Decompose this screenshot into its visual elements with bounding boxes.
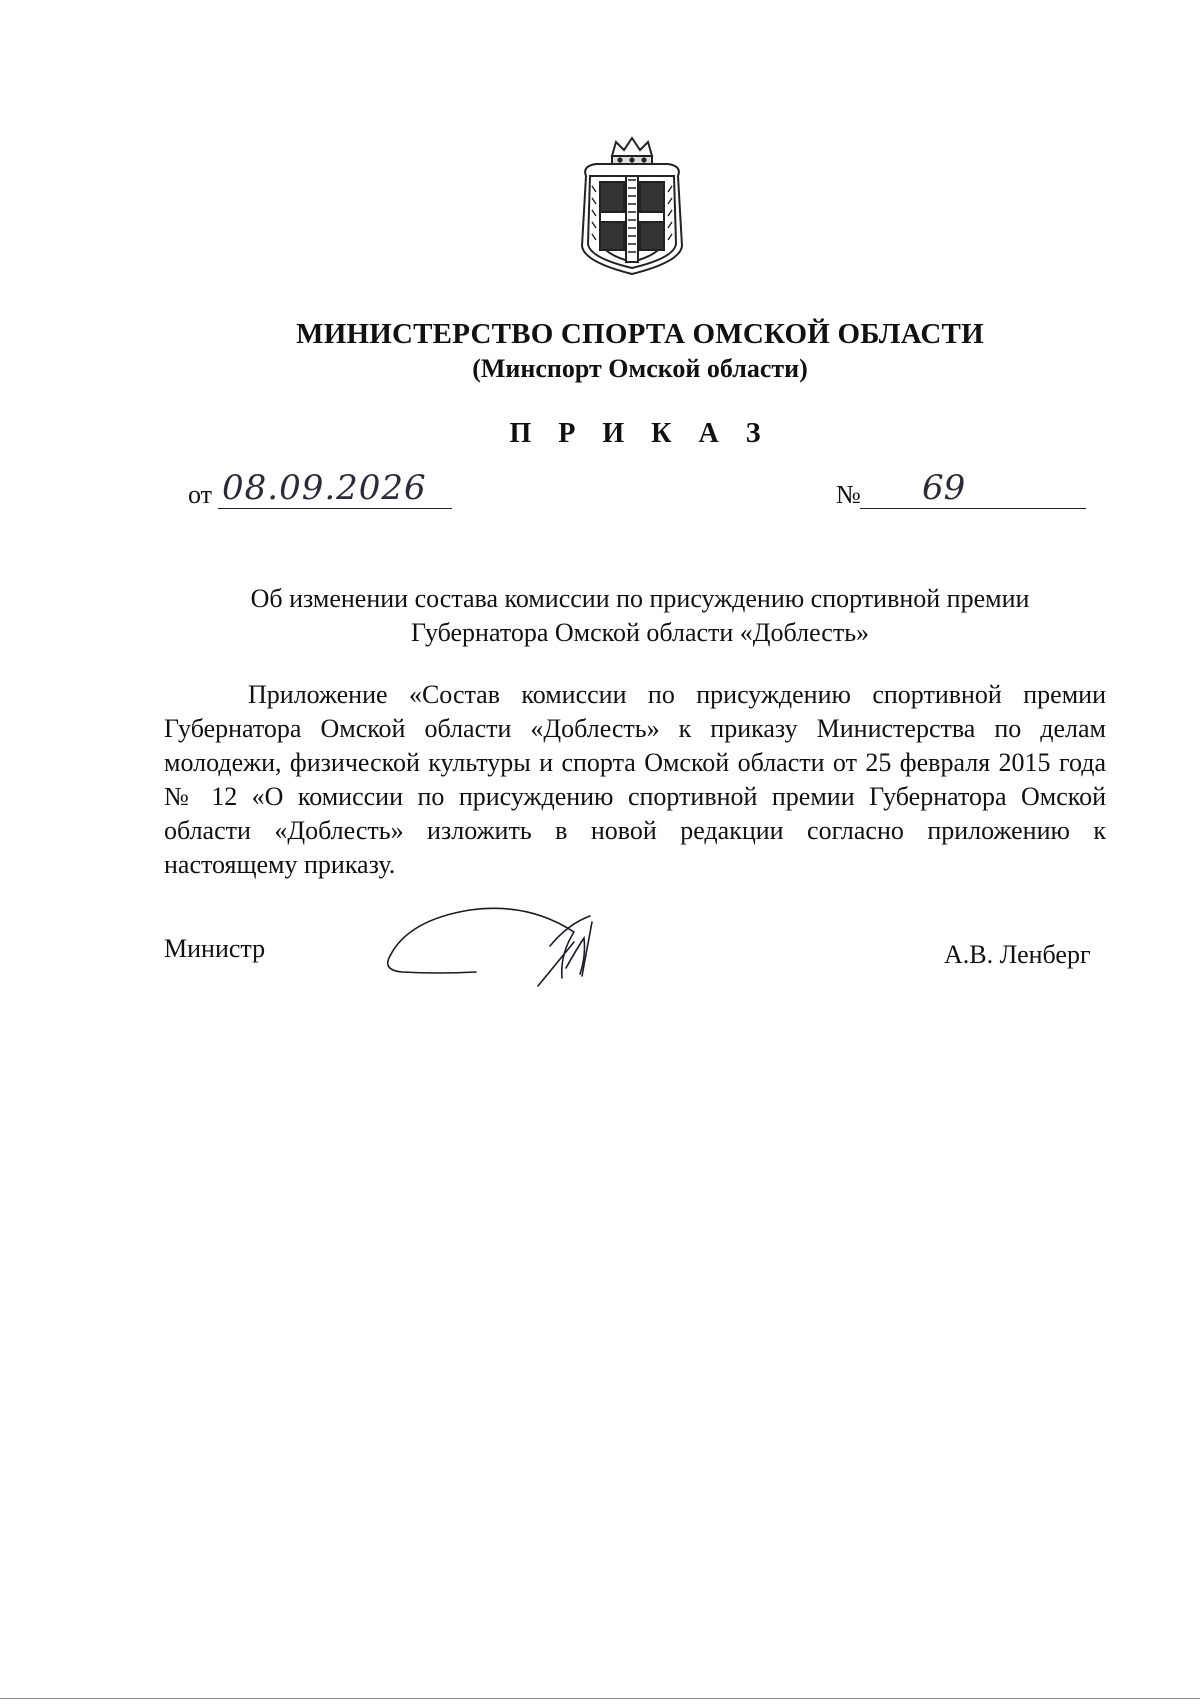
signer-name: А.В. Ленберг (944, 940, 1091, 969)
date-label: от (188, 480, 213, 509)
document-subject (0, 582, 1200, 650)
body-paragraph: Приложение «Состав комиссии по присуждению спортивной премии Губернатора Омской области «Доблесть» к приказу Министерства по делам молодежи, физической культуры и спорта Омской области от 25 февраля 2015 года № 12 «О комиссии по присуждению спортивной премии Губернатора Омской области «Доблесть» изложить в новой редакции согласно приложению к настоящему приказу. (164, 680, 1106, 879)
scan-edge-divider (0, 1698, 1200, 1699)
subject-line-1: Об изменении состава комиссии по присуждению спортивной премии (250, 584, 1030, 613)
ministry-short-name: (Минспорт Омской области) (472, 354, 808, 383)
ministry-name: МИНИСТЕРСТВО СПОРТА ОМСКОЙ ОБЛАСТИ (296, 318, 984, 350)
date-field: 08.09.2026 (218, 468, 452, 509)
signer-title: Министр (164, 934, 266, 963)
omsk-coat-of-arms-icon (576, 136, 688, 278)
subject-line-2: Губернатора Омской области «Доблесть» (410, 618, 870, 647)
document-type-title: П Р И К А З (509, 418, 771, 449)
number-label: № (836, 480, 861, 509)
handwritten-signature-icon (378, 898, 648, 990)
number-field: 69 (860, 468, 1086, 509)
